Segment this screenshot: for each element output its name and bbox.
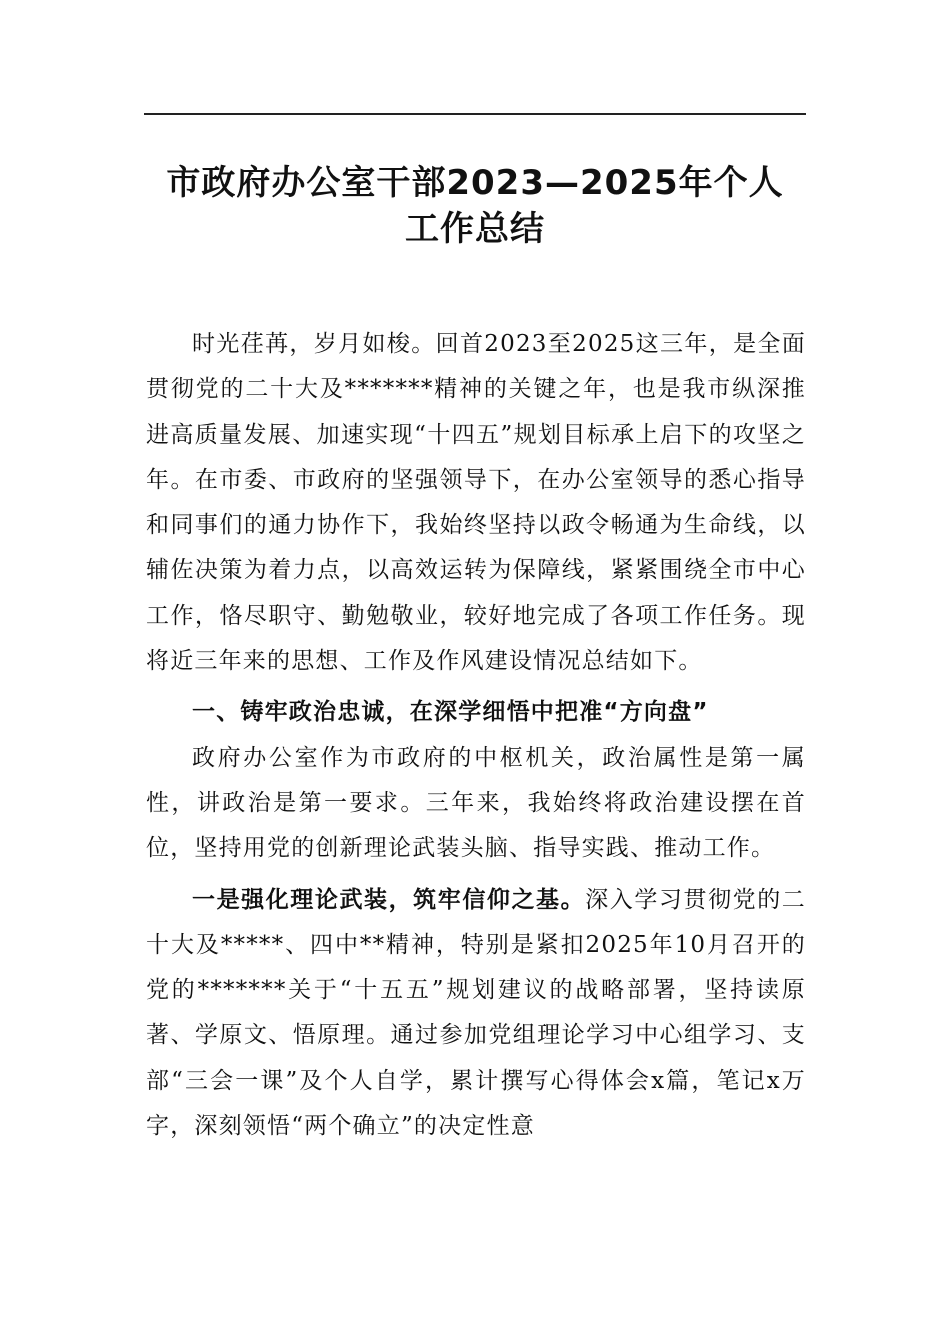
item-1-paragraph: [146, 878, 806, 1150]
header-rule: [144, 113, 806, 115]
title-line-2: 工作总结: [405, 209, 545, 249]
intro-paragraph: 时光荏苒，岁月如梭。回首2023至2025这三年，是全面贯彻党的二十大及*******精神的关键之年，也是我市纵深推进高质量发展、加速实现“十四五”规划目标承上启下的攻坚之年。在市委、市政府的坚强领导下，在办公室领导的悉心指导和同事们的通力协作下，我始终坚持以政令畅通为生命线，以辅佐决策为着力点，以高效运转为保障线，紧紧围绕全市中心工作，恪尽职守、勤勉敬业，较好地完成了各项工作任务。现将近三年来的思想、工作及作风建设情况总结如下。: [146, 331, 806, 675]
item-1-text: 深入学习贯彻党的二十大及*****、四中**精神，特别是紧扣2025年10月召开的党的*******关于“十五五”规划建议的战略部署，坚持读原著、学原文、悟原理。通过参加党组理论学习中心组学习、支部“三会一课”及个人自学，累计撰写心得体会x篇，笔记x万字，深刻领悟“两个确立”的决定性意: [146, 886, 806, 1140]
document-body: [146, 322, 806, 1149]
document-title: [144, 160, 806, 252]
section-heading-1: 一、铸牢政治忠诚，在深学细悟中把准“方向盘”: [192, 699, 709, 726]
section-1-paragraph: 政府办公室作为市政府的中枢机关，政治属性是第一属性，讲政治是第一要求。三年来，我始终将政治建设摆在首位，坚持用党的创新理论武装头脑、指导实践、推动工作。: [146, 744, 806, 862]
title-line-1: 市政府办公室干部2023—2025年个人: [166, 163, 784, 203]
item-1-lead: 一是强化理论武装，筑牢信仰之基。: [192, 886, 586, 913]
